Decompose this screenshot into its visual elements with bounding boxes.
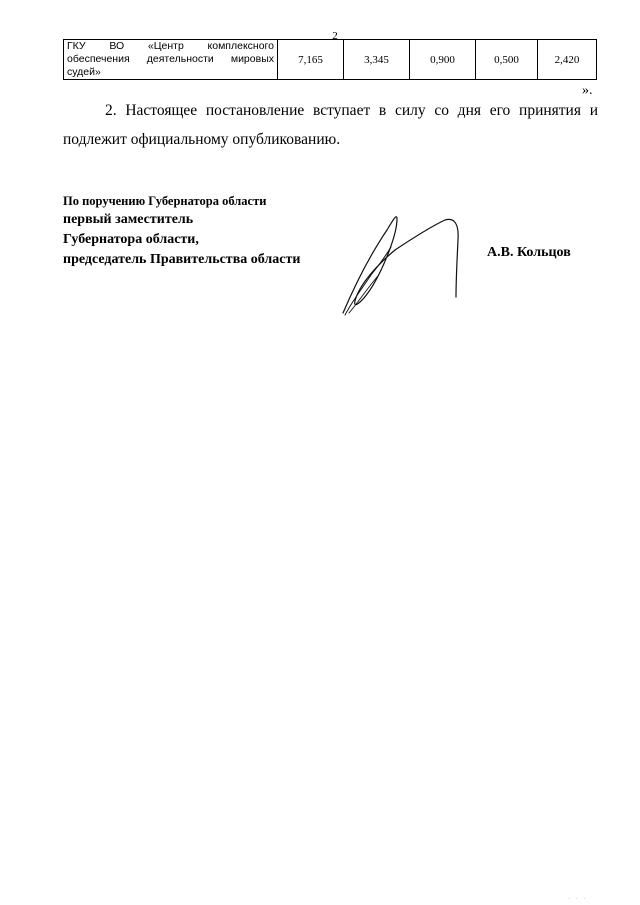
value-cell-1: 7,165 bbox=[278, 40, 344, 80]
footer-scan-mark: · · · bbox=[568, 896, 588, 902]
value-cell-5: 2,420 bbox=[538, 40, 597, 80]
effective-date-paragraph bbox=[63, 96, 598, 154]
signatory-line-4: председатель Правительства области bbox=[63, 252, 301, 267]
organization-cell: ГКУ ВО «Центр комплексного обеспечения деятельности мировых судей» bbox=[64, 40, 278, 80]
signatory-line-3: Губернатора области, bbox=[63, 232, 199, 247]
value-cell-4: 0,500 bbox=[476, 40, 538, 80]
value-cell-3: 0,900 bbox=[410, 40, 476, 80]
paragraph-text: 2. Настоящее постановление вступает в силу со дня его принятия и подлежит официальному опубликованию. bbox=[63, 102, 598, 148]
signatory-line-1: По поручению Губернатора области bbox=[63, 194, 267, 208]
table-row bbox=[64, 40, 597, 80]
value-cell-2: 3,345 bbox=[344, 40, 410, 80]
handwritten-signature bbox=[335, 205, 475, 320]
signatory-title-block bbox=[63, 192, 300, 270]
signer-name: А.В. Кольцов bbox=[487, 245, 571, 260]
signatory-line-2: первый заместитель bbox=[63, 212, 194, 227]
closing-quote: ». bbox=[582, 83, 593, 98]
allocation-table bbox=[63, 39, 597, 80]
page-number: 2 bbox=[332, 30, 338, 42]
